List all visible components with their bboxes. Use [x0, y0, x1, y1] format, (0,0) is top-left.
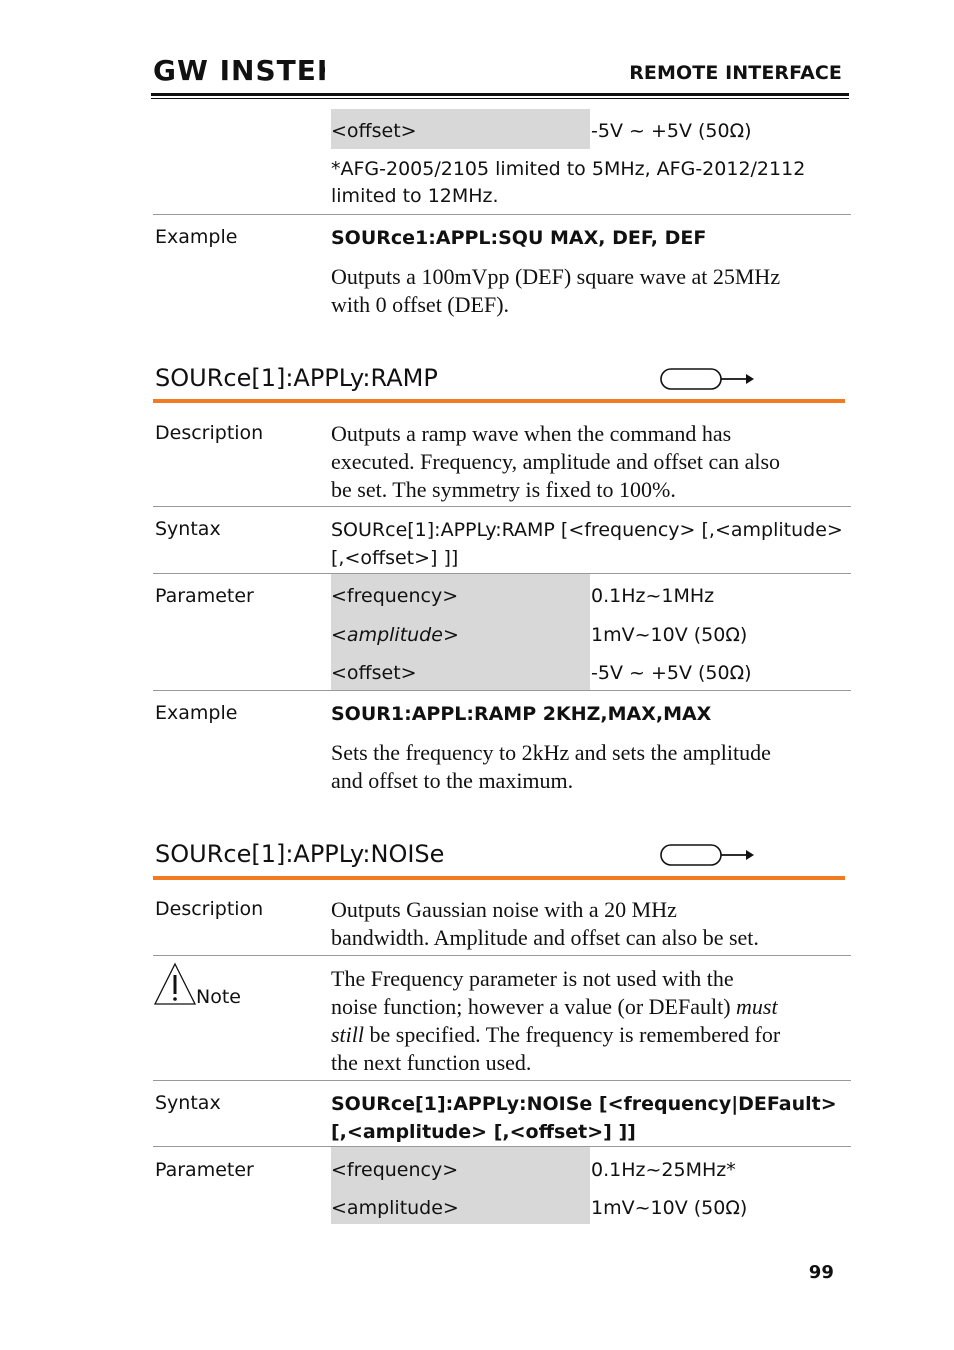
example-command: SOURce1:APPL:SQU MAX, DEF, DEF	[331, 227, 707, 249]
divider	[153, 214, 851, 215]
section-heading-ramp: SOURce[1]:APPLy:RAMP	[155, 364, 438, 392]
ramp-desc-line-1: Outputs a ramp wave when the command has	[331, 421, 732, 446]
noise-desc-line-1: Outputs Gaussian noise with a 20 MHz	[331, 897, 677, 922]
example-command: SOUR1:APPL:RAMP 2KHZ,MAX,MAX	[331, 703, 712, 725]
warning-triangle-icon	[153, 962, 197, 1010]
note-line-3: still be specified. The frequency is remembered for	[331, 1022, 781, 1047]
value-frequency: 0.1Hz~1MHz	[591, 585, 715, 607]
note-line-4: the next function used.	[331, 1050, 532, 1075]
example-desc-line-2: with 0 offset (DEF).	[331, 292, 510, 317]
footnote-line-1: *AFG-2005/2105 limited to 5MHz, AFG-2012/2112	[331, 158, 806, 180]
ramp-desc-line-2: executed. Frequency, amplitude and offset can also	[331, 449, 781, 474]
ramp-syntax-line-1: SOURce[1]:APPLy:RAMP [<frequency> [,<amplitude>	[331, 519, 843, 541]
ramp-desc-line-3: be set. The symmetry is fixed to 100%.	[331, 477, 676, 502]
syntax-label: Syntax	[155, 518, 221, 540]
value-offset: -5V ~ +5V (50Ω)	[591, 120, 752, 142]
page-number: 99	[808, 1262, 834, 1283]
description-label: Description	[155, 422, 264, 444]
param-amplitude: <amplitude>	[331, 1197, 459, 1219]
value-amplitude: 1mV~10V (50Ω)	[591, 1197, 748, 1219]
ramp-syntax-line-2: [,<offset>] ]]	[331, 547, 459, 569]
value-frequency: 0.1Hz~25MHz*	[591, 1159, 736, 1181]
param-offset: <offset>	[331, 120, 417, 142]
param-frequency: <frequency>	[331, 585, 459, 607]
set-command-arrow-icon	[660, 367, 756, 395]
note-line-2: noise function; however a value (or DEFault) must	[331, 994, 778, 1019]
gw-instek-logo-icon	[153, 54, 325, 84]
example-label: Example	[155, 702, 238, 724]
note-line-1: The Frequency parameter is not used with the	[331, 966, 734, 991]
example-desc-line-1: Sets the frequency to 2kHz and sets the amplitude	[331, 740, 771, 765]
value-offset: -5V ~ +5V (50Ω)	[591, 662, 752, 684]
header-rule	[151, 93, 849, 96]
example-label: Example	[155, 226, 238, 248]
param-offset: <offset>	[331, 662, 417, 684]
noise-syntax-line-2: [,<amplitude> [,<offset>] ]]	[331, 1121, 636, 1143]
heading-underline	[153, 399, 845, 403]
heading-underline	[153, 876, 845, 880]
divider	[153, 1080, 851, 1081]
footnote-line-2: limited to 12MHz.	[331, 185, 499, 207]
divider	[153, 955, 851, 956]
description-label: Description	[155, 898, 264, 920]
logo-text: GW INSTEK	[153, 54, 325, 84]
parameter-label: Parameter	[155, 585, 254, 607]
section-heading-noise: SOURce[1]:APPLy:NOISe	[155, 840, 445, 868]
syntax-label: Syntax	[155, 1092, 221, 1114]
set-command-arrow-icon	[660, 843, 756, 871]
parameter-label: Parameter	[155, 1159, 254, 1181]
noise-syntax-line-1: SOURce[1]:APPLy:NOISe [<frequency|DEFault>	[331, 1093, 837, 1115]
brand-logo	[153, 54, 325, 88]
param-amplitude: <amplitude>	[331, 624, 459, 646]
noise-desc-line-2: bandwidth. Amplitude and offset can also be set.	[331, 925, 759, 950]
divider	[153, 690, 851, 691]
section-title: REMOTE INTERFACE	[629, 62, 842, 84]
header-rule-thin	[151, 98, 849, 99]
example-desc-line-1: Outputs a 100mVpp (DEF) square wave at 25MHz	[331, 264, 781, 289]
note-label: Note	[196, 986, 241, 1008]
example-desc-line-2: and offset to the maximum.	[331, 768, 574, 793]
value-amplitude: 1mV~10V (50Ω)	[591, 624, 748, 646]
divider	[153, 506, 851, 507]
param-frequency: <frequency>	[331, 1159, 459, 1181]
